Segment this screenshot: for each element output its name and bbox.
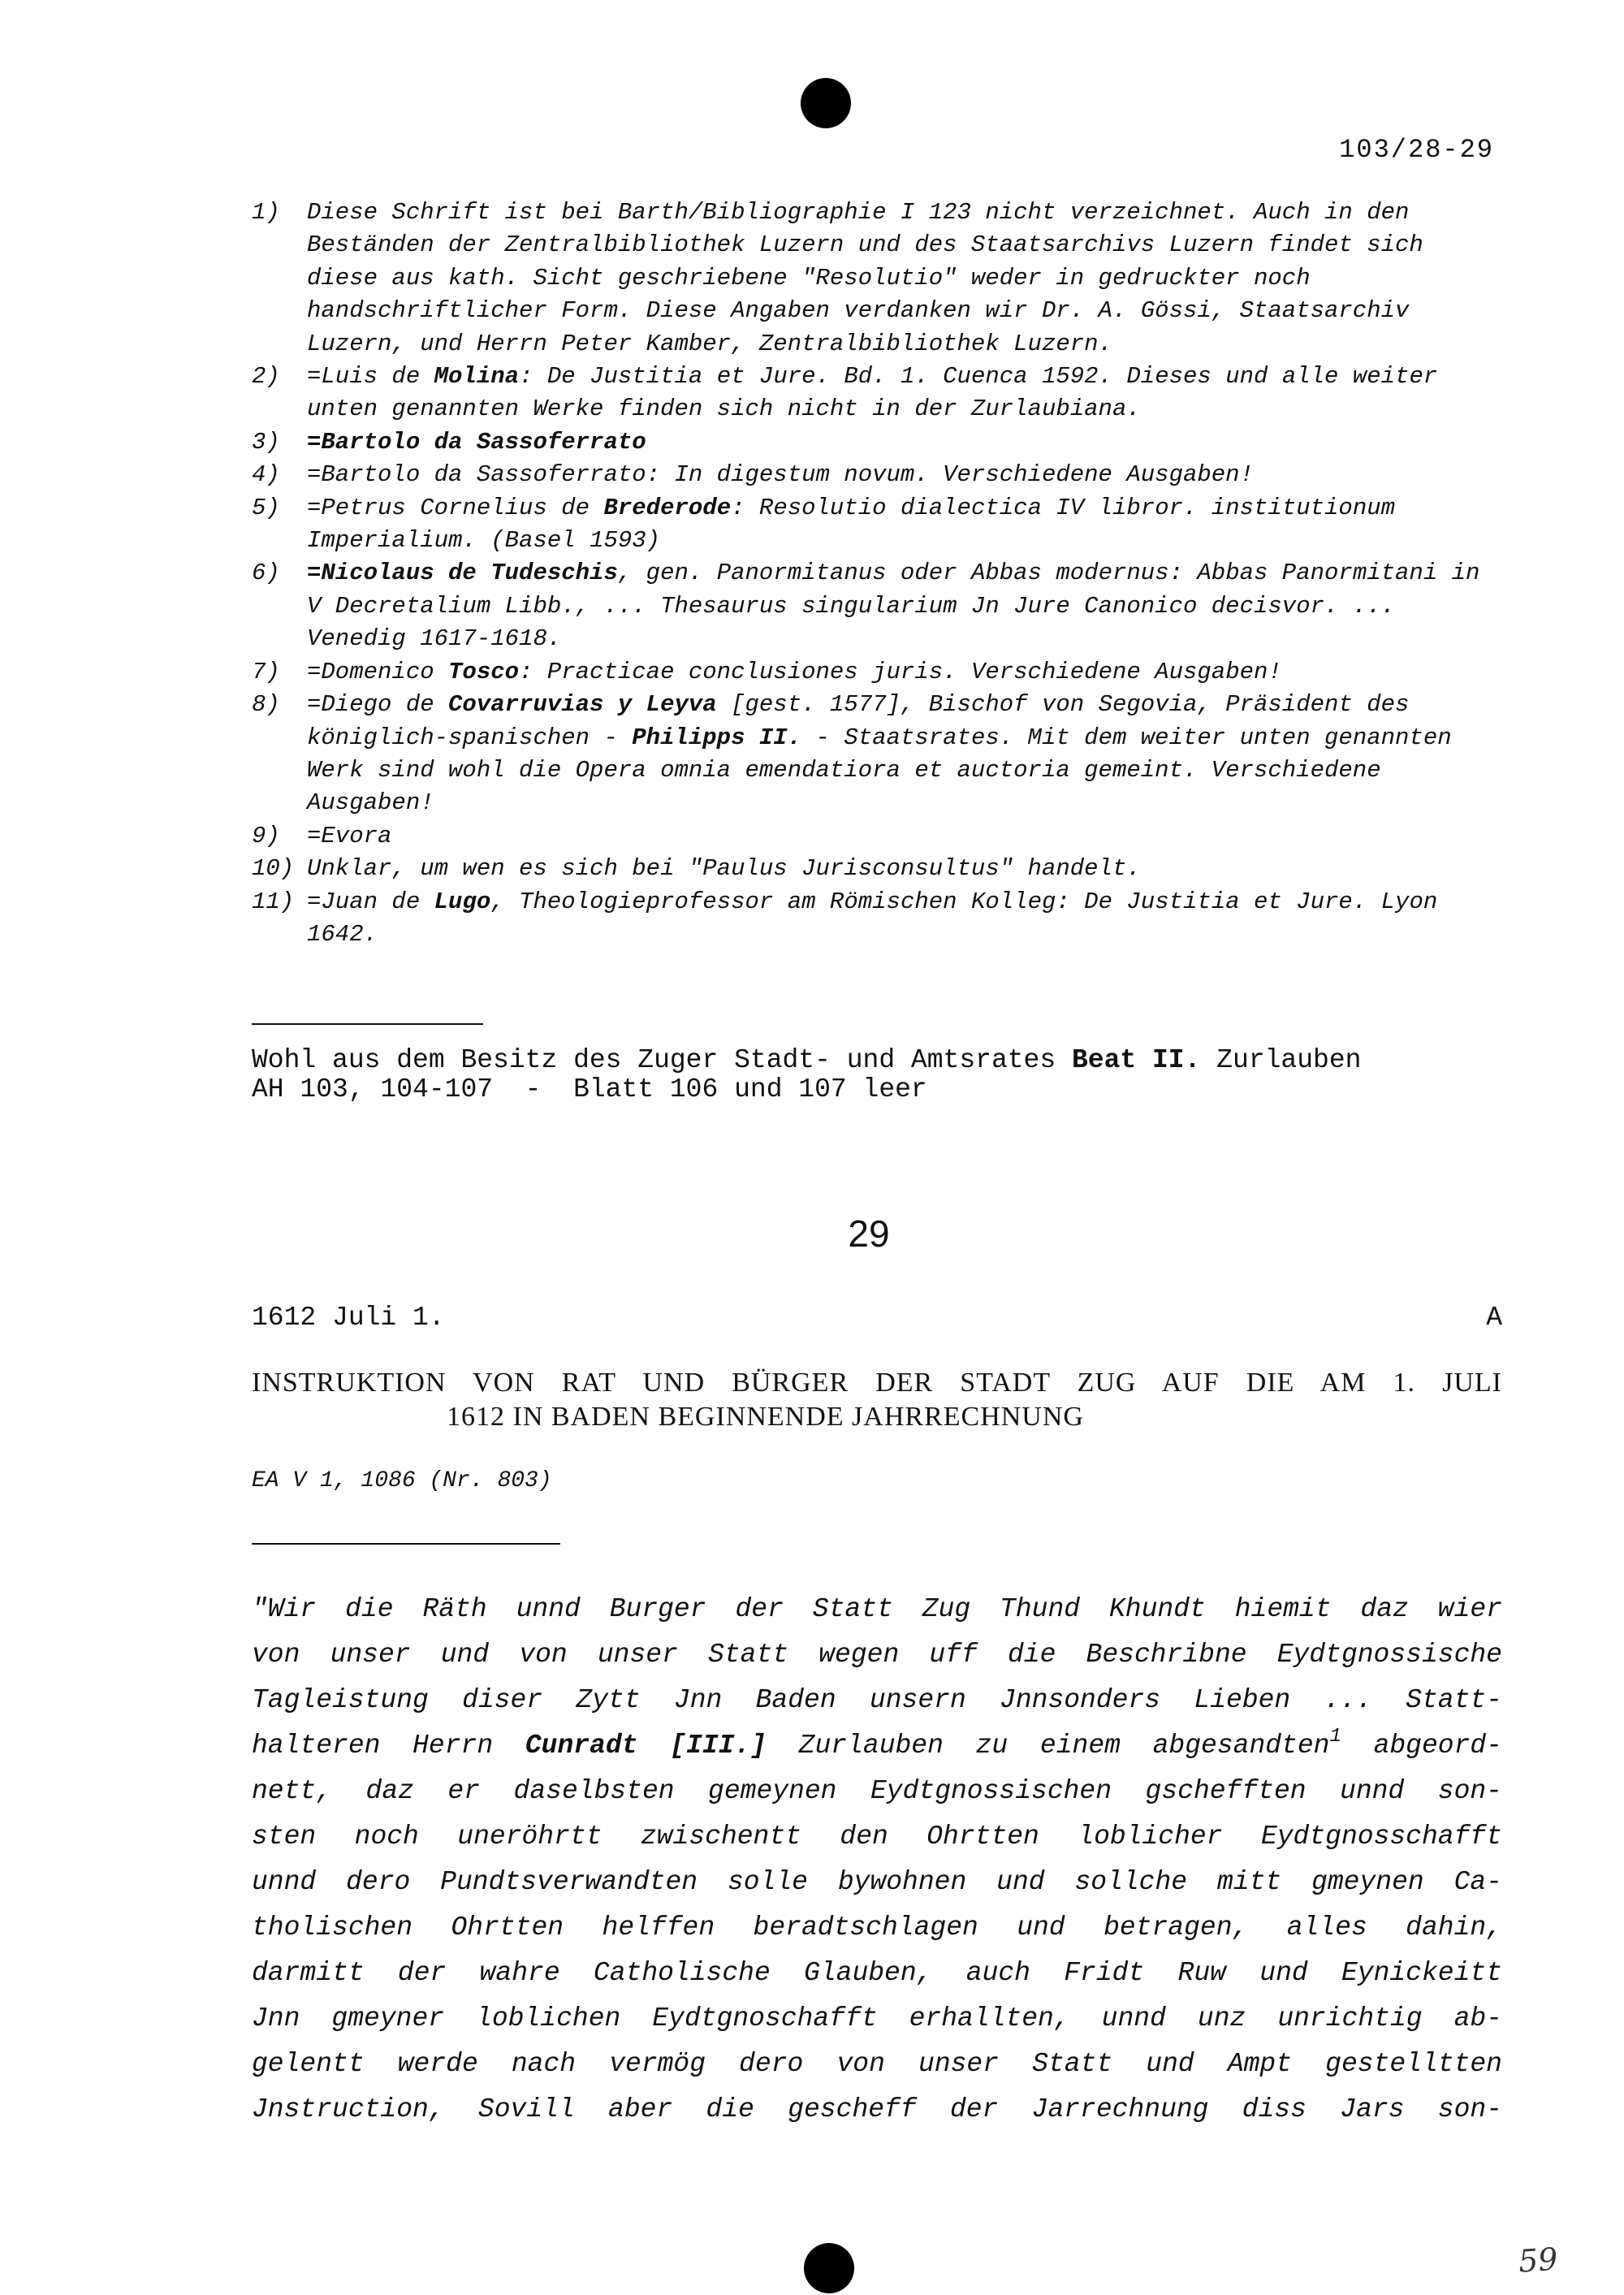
footnote-item [252, 197, 1502, 361]
body-line: "Wir die Räth unnd Burger der Statt Zug Thund Khundt hiemit daz wier [252, 1594, 1502, 1624]
body-line: Jnstruction, Sovill aber die gescheff der Jarrechnung diss Jars son- [252, 2094, 1502, 2124]
footnote-text: Unklar, um wen es sich bei "Paulus Jurisconsultus" handelt. [307, 855, 1141, 883]
footnote-text: =Evora [307, 822, 392, 849]
body-line: von unser und von unser Statt wegen uff die Beschribne Eydtgnossische [252, 1640, 1502, 1670]
document-title-line-2: 1612 IN BADEN BEGINNENDE JAHRRECHNUNG [447, 1402, 1084, 1432]
document-date: 1612 Juli 1. [252, 1303, 445, 1333]
body-line: darmitt der wahre Catholische Glauben, auch Fridt Ruw und Eynickeitt [252, 1958, 1502, 1988]
footnote-item [252, 426, 1502, 459]
footnote-reference: 1 [1329, 1726, 1341, 1748]
footnote-text: =Domenico Tosco: Practicae conclusiones juris. Verschiedene Ausgaben! [307, 658, 1282, 685]
footnote-item [252, 459, 1502, 491]
footnote-text: =Nicolaus de Tudeschis, gen. Panormitanus oder Abbas modernus: Abbas Panormitani in V Decretalium Libb., ... Thesaurus singularium Jn Jure Canonico decisvor. ... Venedig 1617-1618. [307, 560, 1480, 653]
footnote-number: 5) [252, 494, 280, 521]
footnote-number: 8) [252, 691, 280, 719]
footnote-item [252, 492, 1502, 558]
punch-hole-top [801, 78, 851, 128]
footnote-text: Diese Schrift ist bei Barth/Bibliographie I 123 nicht verzeichnet. Auch in den Beständen der Zentralbibliothek Luzern und des Staatsarchivs Luzern findet sich diese aus kath. Sicht geschriebene "Resolutio" weder in gedruckter noch handschriftlicher Form. Diese Angaben verdanken wir Dr. A. Gössi, Staatsarchiv Luzern, und Herrn Peter Kamber, Zentralbibliothek Luzern. [307, 199, 1423, 357]
body-line: sten noch uneröhrtt zwischentt den Ohrtten loblicher Eydtgnosschafft [252, 1822, 1502, 1852]
footnote-text: =Bartolo da Sassoferrato [307, 428, 646, 456]
footnote-item [252, 361, 1502, 426]
document-title-line-1: INSTRUKTION VON RAT UND BÜRGER DER STADT ZUG AUF DIE AM 1. JULI [252, 1368, 1502, 1398]
footnote-number: 9) [252, 822, 280, 849]
document-source: EA V 1, 1086 (Nr. 803) [252, 1468, 552, 1493]
body-line: Tagleistung diser Zytt Jnn Baden unsern Jnnsonders Lieben ... Statt- [252, 1685, 1502, 1715]
folio-mark: 59 [1517, 2241, 1559, 2280]
body-line: tholischen Ohrtten helffen beradtschlagen und betragen, alles dahin, [252, 1912, 1502, 1943]
document-type: A [1486, 1303, 1502, 1333]
footnote-item [252, 557, 1502, 655]
source-divider [252, 1543, 560, 1545]
footnote-number: 3) [252, 428, 280, 456]
footnote-item [252, 853, 1502, 885]
footnote-number: 6) [252, 560, 280, 587]
document-body-text [252, 1587, 1502, 2133]
footnote-text: =Bartolo da Sassoferrato: In digestum novum. Verschiedene Ausgaben! [307, 461, 1254, 489]
provenance-line-2: AH 103, 104-107 - Blatt 106 und 107 leer [252, 1074, 927, 1104]
body-line: unnd dero Pundtsverwandten solle bywohnen und sollche mitt gmeynen Ca- [252, 1867, 1502, 1897]
footnote-number: 10) [252, 855, 295, 883]
footnote-divider [252, 1023, 483, 1025]
punch-hole-bottom [804, 2243, 854, 2293]
footnote-text: =Juan de Lugo, Theologieprofessor am Römischen Kolleg: De Justitia et Jure. Lyon 1642. [307, 888, 1438, 948]
footnote-item [252, 820, 1502, 853]
footnote-number: 1) [252, 199, 280, 226]
footnote-item [252, 689, 1502, 820]
footnote-number: 7) [252, 658, 280, 685]
body-line: halteren Herrn Cunradt [III.] Zurlauben zu einem abgesandten$^1$ abgeord- [252, 1726, 1502, 1761]
document-number: 29 [848, 1212, 890, 1255]
footnotes [252, 197, 1502, 951]
body-line: Jnn gmeyner loblichen Eydtgnoschafft erhallten, unnd unz unrichtig ab- [252, 2003, 1502, 2034]
footnote-text: =Petrus Cornelius de Brederode: Resolutio dialectica IV libror. institutionum Imperialium. (Basel 1593) [307, 494, 1396, 555]
footnote-text: =Diego de Covarruvias y Leyva [gest. 1577], Bischof von Segovia, Präsident des königlich-spanischen - Philipps II. - Staatsrates. Mit dem weiter unten genannten Werk sind wohl die Opera omnia emendatiora et auctoria gemeint. Verschiedene Ausgaben! [307, 691, 1452, 817]
page-reference: 103/28-29 [1339, 135, 1494, 165]
body-line: nett, daz er daselbsten gemeynen Eydtgnossischen gschefften unnd son- [252, 1776, 1502, 1806]
body-line: gelentt werde nach vermög dero von unser Statt und Ampt gestelltten [252, 2049, 1502, 2079]
provenance-line-1: Wohl aus dem Besitz des Zuger Stadt- und Amtsrates Beat II. Zurlauben [252, 1045, 1362, 1075]
footnote-number: 4) [252, 461, 280, 489]
document-title [252, 1366, 1502, 1434]
footnote-item [252, 656, 1502, 689]
footnote-number: 2) [252, 363, 280, 391]
footnote-number: 11) [252, 888, 295, 915]
provenance-note [252, 1046, 1518, 1104]
footnote-text: =Luis de Molina: De Justitia et Jure. Bd. 1. Cuenca 1592. Dieses und alle weiter unten genannten Werke finden sich nicht in der Zurlaubiana. [307, 363, 1438, 423]
footnote-item [252, 886, 1502, 952]
